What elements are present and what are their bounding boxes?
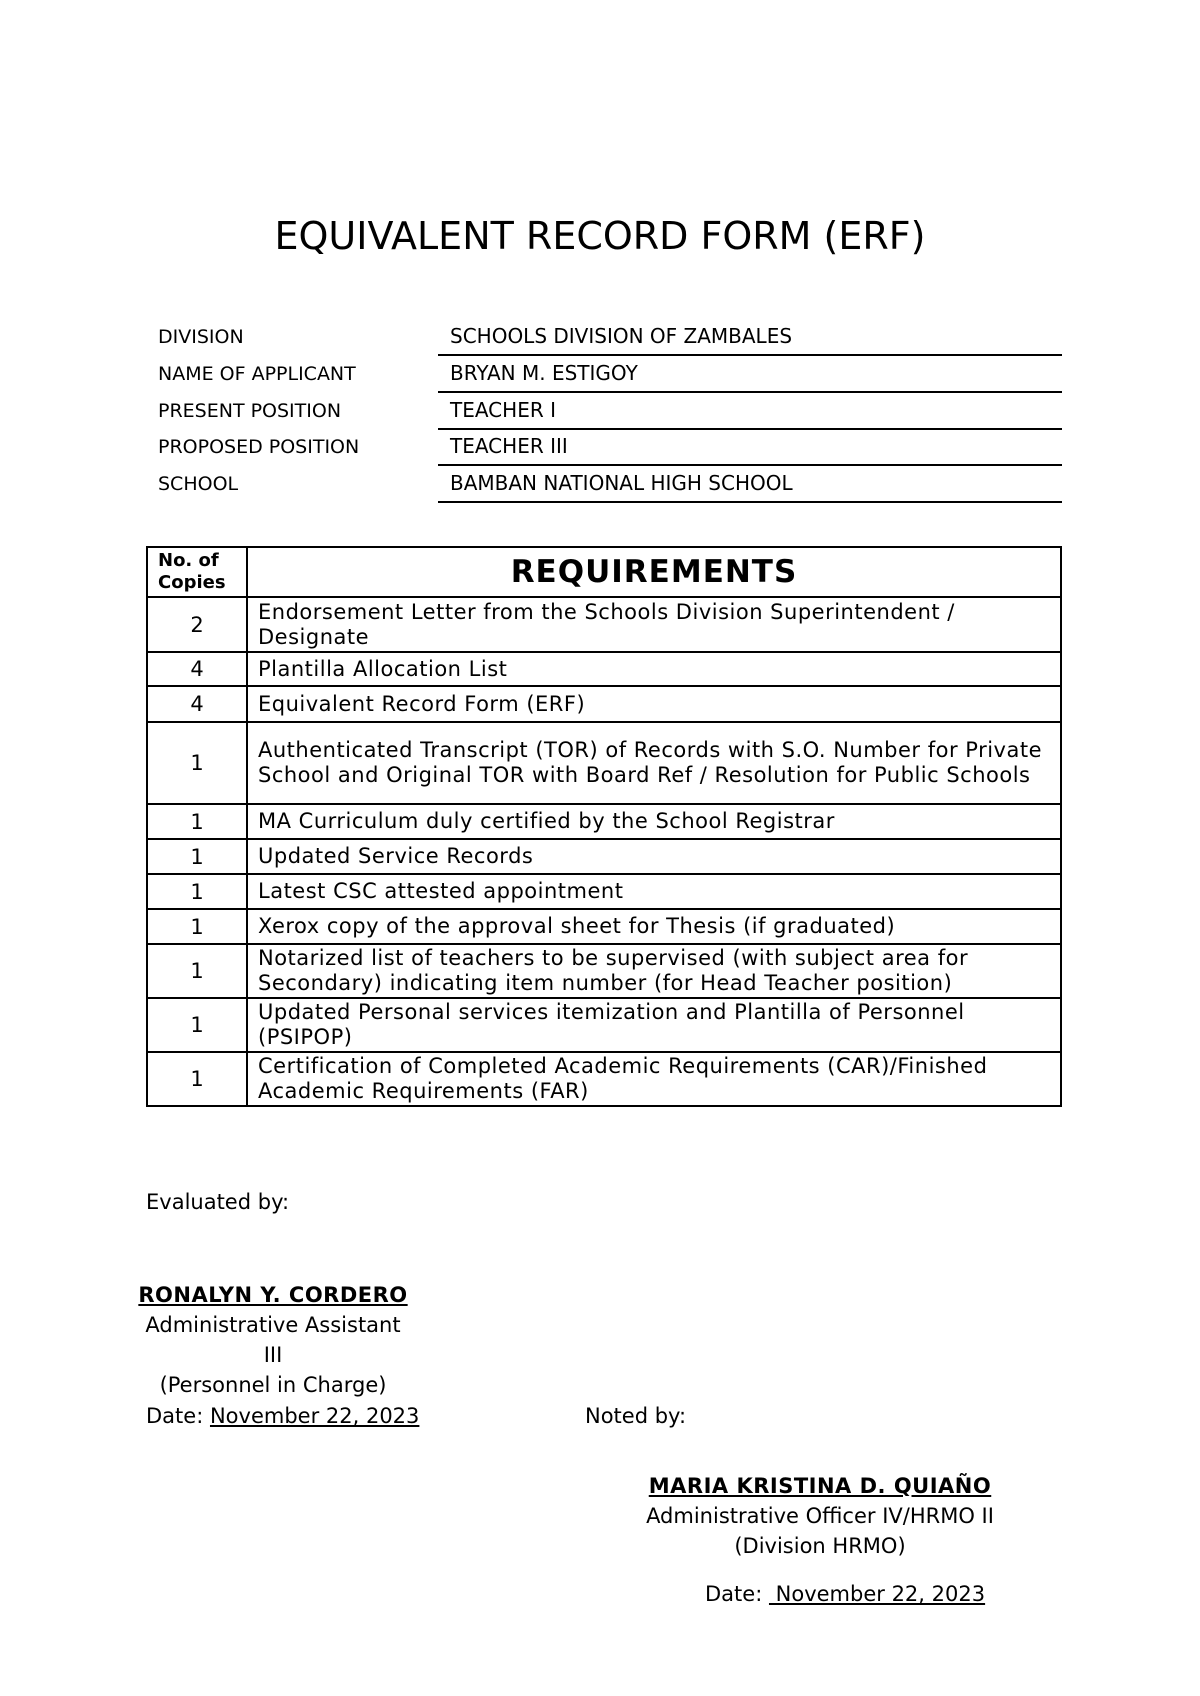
- evaluator-position: Administrative Assistant: [145, 1313, 401, 1337]
- table-header-row: [147, 547, 1061, 597]
- evaluated-date-value: November 22, 2023: [209, 1404, 420, 1428]
- copies-cell: 2: [147, 597, 247, 652]
- copies-cell: 1: [147, 944, 247, 998]
- division-label: DIVISION: [158, 326, 244, 348]
- table-row: [147, 839, 1061, 874]
- proposed-position-label: PROPOSED POSITION: [158, 436, 360, 458]
- requirement-cell: Certification of Completed Academic Requirements (CAR)/Finished Academic Requirements (FAR): [247, 1052, 1061, 1106]
- requirement-cell: Equivalent Record Form (ERF): [247, 686, 1061, 722]
- table-row: [147, 998, 1061, 1052]
- school-label: SCHOOL: [158, 473, 239, 495]
- table-row: [147, 686, 1061, 722]
- noter-name: MARIA KRISTINA D. QUIAÑO: [648, 1474, 992, 1498]
- noted-date: [705, 1582, 985, 1606]
- table-row: [147, 874, 1061, 909]
- table-row: [147, 722, 1061, 804]
- requirement-cell: Plantilla Allocation List: [247, 652, 1061, 686]
- evaluated-date-label: Date:: [146, 1404, 204, 1428]
- noter-role: (Division HRMO): [734, 1534, 906, 1558]
- copies-header: No. of Copies: [147, 547, 247, 597]
- table-row: [147, 597, 1061, 652]
- proposed-position-value: TEACHER III: [438, 431, 1062, 466]
- noter-signature-block: [610, 1471, 1030, 1561]
- copies-cell: 1: [147, 839, 247, 874]
- table-row: [147, 909, 1061, 944]
- noted-by-label: Noted by:: [585, 1404, 687, 1428]
- copies-cell: 4: [147, 652, 247, 686]
- school-value: BAMBAN NATIONAL HIGH SCHOOL: [438, 468, 1062, 503]
- table-row: [147, 944, 1061, 998]
- requirement-cell: Updated Personal services itemization and Plantilla of Personnel (PSIPOP): [247, 998, 1061, 1052]
- noted-date-label: Date:: [705, 1582, 763, 1606]
- copies-cell: 1: [147, 909, 247, 944]
- requirement-cell: Xerox copy of the approval sheet for Thesis (if graduated): [247, 909, 1061, 944]
- requirement-cell: Updated Service Records: [247, 839, 1061, 874]
- requirements-header: REQUIREMENTS: [247, 547, 1061, 597]
- evaluator-role: (Personnel in Charge): [159, 1373, 387, 1397]
- copies-cell: 1: [147, 1052, 247, 1106]
- requirement-cell: Notarized list of teachers to be supervised (with subject area for Secondary) indicating item number (for Head Teacher position): [247, 944, 1061, 998]
- division-value: SCHOOLS DIVISION OF ZAMBALES: [438, 321, 1062, 356]
- copies-cell: 1: [147, 874, 247, 909]
- requirements-table: [146, 546, 1062, 1107]
- requirement-cell: Authenticated Transcript (TOR) of Records with S.O. Number for Private School and Original TOR with Board Ref / Resolution for Public Schools: [247, 722, 1061, 804]
- noted-date-value: November 22, 2023: [768, 1582, 986, 1606]
- present-position-label: PRESENT POSITION: [158, 400, 342, 422]
- requirement-cell: Latest CSC attested appointment: [247, 874, 1061, 909]
- table-row: [147, 652, 1061, 686]
- copies-cell: 1: [147, 722, 247, 804]
- evaluator-position-level: III: [263, 1343, 283, 1367]
- table-row: [147, 1052, 1061, 1106]
- requirement-cell: Endorsement Letter from the Schools Division Superintendent / Designate: [247, 597, 1061, 652]
- table-row: [147, 804, 1061, 839]
- evaluated-date: [146, 1404, 419, 1428]
- form-title: EQUIVALENT RECORD FORM (ERF): [274, 214, 926, 258]
- applicant-value: BRYAN M. ESTIGOY: [438, 358, 1062, 393]
- requirement-cell: MA Curriculum duly certified by the School Registrar: [247, 804, 1061, 839]
- applicant-label: NAME OF APPLICANT: [158, 363, 356, 385]
- evaluator-signature-block: [118, 1280, 428, 1397]
- copies-cell: 4: [147, 686, 247, 722]
- noter-position: Administrative Officer IV/HRMO II: [646, 1504, 994, 1528]
- present-position-value: TEACHER I: [438, 395, 1062, 430]
- copies-cell: 1: [147, 998, 247, 1052]
- evaluated-by-label: Evaluated by:: [146, 1190, 290, 1214]
- evaluator-name: RONALYN Y. CORDERO: [138, 1283, 408, 1307]
- copies-cell: 1: [147, 804, 247, 839]
